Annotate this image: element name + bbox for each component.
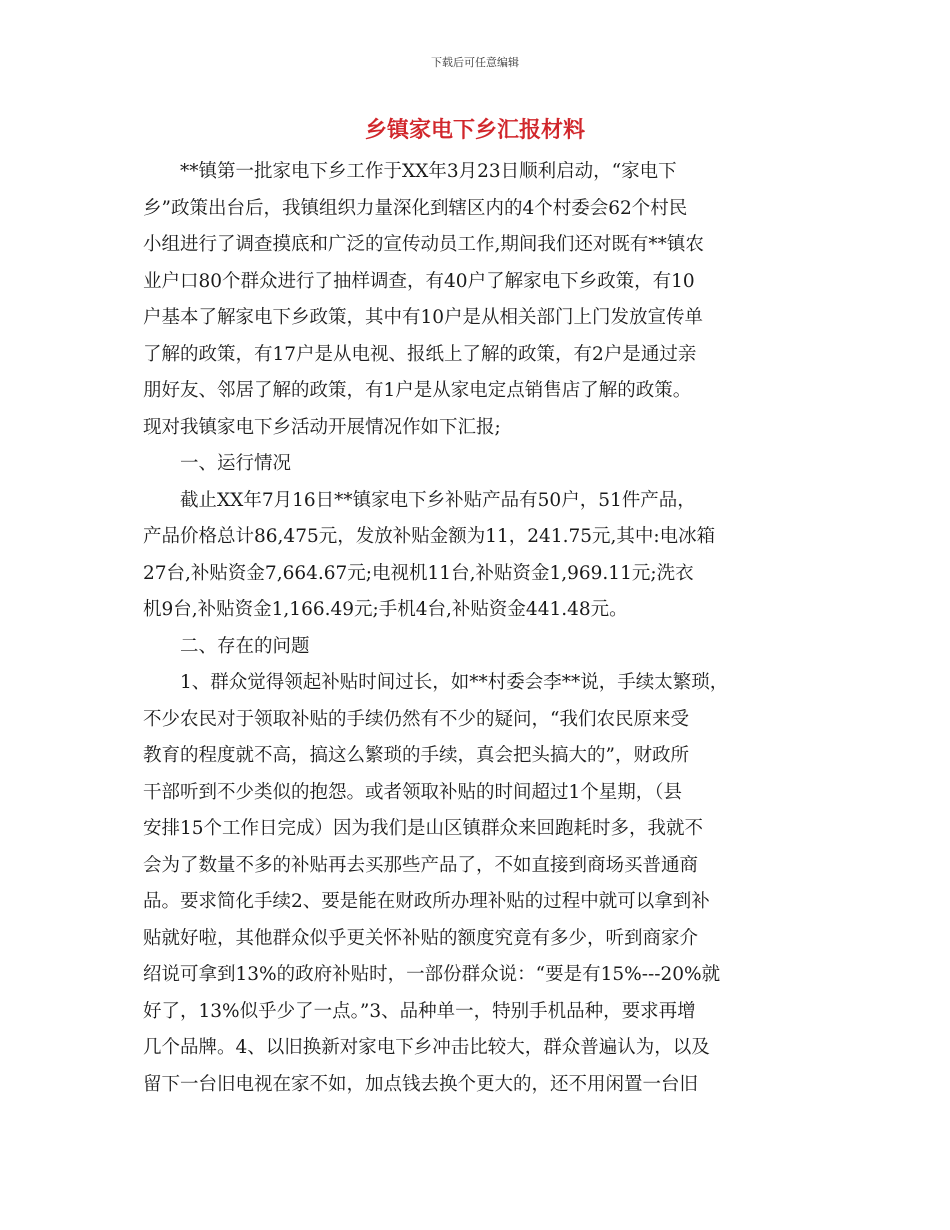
body-line: 现对我镇家电下乡活动开展情况作如下汇报; [143,416,501,438]
body-line: 了解的政策，有17户是从电视、报纸上了解的政策，有2户是通过亲 [143,343,697,365]
body-line: 品。要求简化手续2、要是能在财政所办理补贴的过程中就可以拿到补 [143,891,710,912]
body-line: 会为了数量不多的补贴再去买那些产品了，不如直接到商场买普通商 [143,854,699,876]
body-line: 好了，13%似乎少了一点。”3、品种单一，特别手机品种，要求再增 [143,1000,696,1022]
document-title: 乡镇家电下乡汇报材料 [364,118,585,143]
body-line: 几个品牌。4、以旧换新对家电下乡冲击比较大，群众普遍认为，以及 [143,1037,710,1058]
body-line: 产品价格总计86,475元，发放补贴金额为11，241.75元,其中:电冰箱 [143,526,716,547]
body-line: 不少农民对于领取补贴的手续仍然有不少的疑问，“我们农民原来受 [143,708,689,730]
body-line: 二、存在的问题 [180,635,310,657]
body-line: 朋好友、邻居了解的政策，有1户是从家电定点销售店了解的政策。 [143,380,692,401]
body-line: 贴就好啦，其他群众似乎更关怀补贴的额度究竟有多少，听到商家介 [143,927,699,949]
body-line: 机9台,补贴资金1,166.49元;手机4台,补贴资金441.48元。 [143,599,628,620]
body-line: 绍说可拿到13%的政府补贴时，一部份群众说：“要是有15%---20%就 [143,964,721,985]
document-body [143,154,803,1103]
body-line: 1、群众觉得领起补贴时间过长，如**村委会李**说，手续太繁琐， [180,672,729,693]
body-line: 安排15个工作日完成）因为我们是山区镇群众来回跑耗时多，我就不 [143,818,704,839]
body-line: 干部听到不少类似的抱怨。或者领取补贴的时间超过1个星期，（县 [143,781,683,803]
body-line: 小组进行了调查摸底和广泛的宣传动员工作,期间我们还对既有**镇农 [143,234,704,255]
body-line: 乡”政策出台后，我镇组织力量深化到辖区内的4个村委会62个村民 [143,197,688,219]
body-line: 截止XX年7月16日**镇家电下乡补贴产品有50户，51件产品， [180,489,696,511]
page-header-note: 下载后可任意编辑 [431,56,519,69]
body-line: **镇第一批家电下乡工作于XX年3月23日顺利启动，“家电下 [180,161,677,182]
body-line: 一、运行情况 [180,453,292,474]
body-line: 27台,补贴资金7,664.67元;电视机11台,补贴资金1,969.11元;洗衣 [143,562,694,584]
body-line: 留下一台旧电视在家不如，加点钱去换个更大的，还不用闲置一台旧 [143,1073,699,1095]
body-line: 教育的程度就不高，搞这么繁琐的手续，真会把头搞大的”，财政所 [143,745,689,766]
body-line: 户基本了解家电下乡政策，其中有10户是从相关部门上门发放宣传单 [143,307,704,328]
body-line: 业户口80个群众进行了抽样调查，有40户了解家电下乡政策，有10 [143,270,695,292]
